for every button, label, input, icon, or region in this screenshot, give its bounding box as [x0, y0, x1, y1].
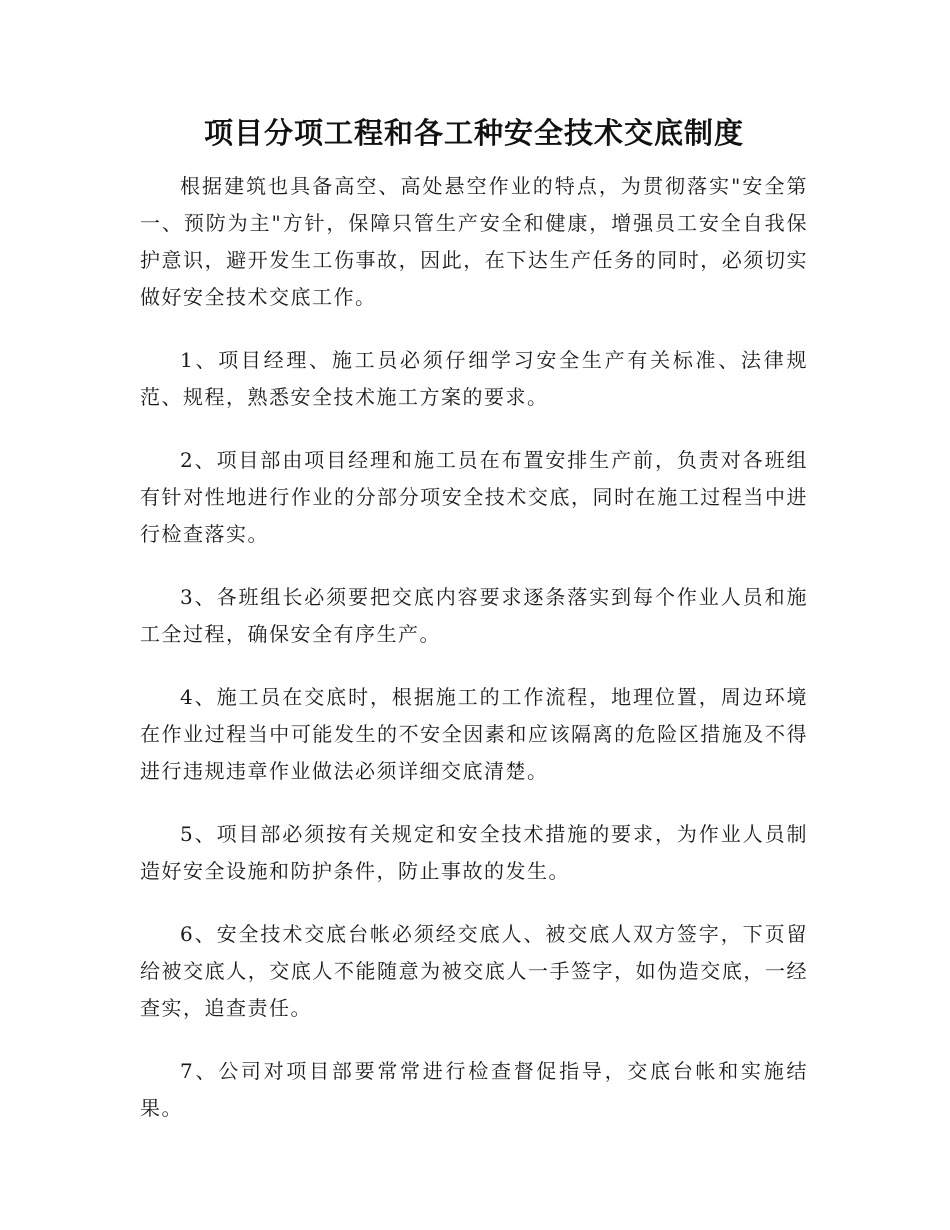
- paragraph-item-3: 3、各班组长必须要把交底内容要求逐条落实到每个作业人员和施工全过程，确保安全有序生产。: [140, 585, 808, 646]
- paragraph-intro: 根据建筑也具备高空、高处悬空作业的特点，为贯彻落实"安全第一、预防为主"方针，保障只管生产安全和健康，增强员工安全自我保护意识，避开发生工伤事故，因此，在下达生产任务的同时，必须切实做好安全技术交底工作。: [140, 174, 808, 309]
- paragraph-item-7: 7、公司对项目部要常常进行检查督促指导，交底台帐和实施结果。: [140, 1059, 808, 1120]
- paragraph-item-4: 4、施工员在交底时，根据施工的工作流程，地理位置，周边环境在作业过程当中可能发生的不安全因素和应该隔离的危险区措施及不得进行违规违章作业做法必须详细交底清楚。: [140, 685, 808, 783]
- paragraph-item-1: 1、项目经理、施工员必须仔细学习安全生产有关标准、法律规范、规程，熟悉安全技术施工方案的要求。: [140, 348, 808, 409]
- document-page: [140, 108, 808, 1153]
- paragraph-item-6: 6、安全技术交底台帐必须经交底人、被交底人双方签字，下页留给被交底人，交底人不能随意为被交底人一手签字，如伪造交底，一经查实，追查责任。: [140, 922, 808, 1020]
- paragraph-item-5: 5、项目部必须按有关规定和安全技术措施的要求，为作业人员制造好安全设施和防护条件，防止事故的发生。: [140, 822, 808, 883]
- paragraph-item-2: 2、项目部由项目经理和施工员在布置安排生产前，负责对各班组有针对性地进行作业的分部分项安全技术交底，同时在施工过程当中进行检查落实。: [140, 448, 808, 546]
- document-title: 项目分项工程和各工种安全技术交底制度: [203, 116, 744, 150]
